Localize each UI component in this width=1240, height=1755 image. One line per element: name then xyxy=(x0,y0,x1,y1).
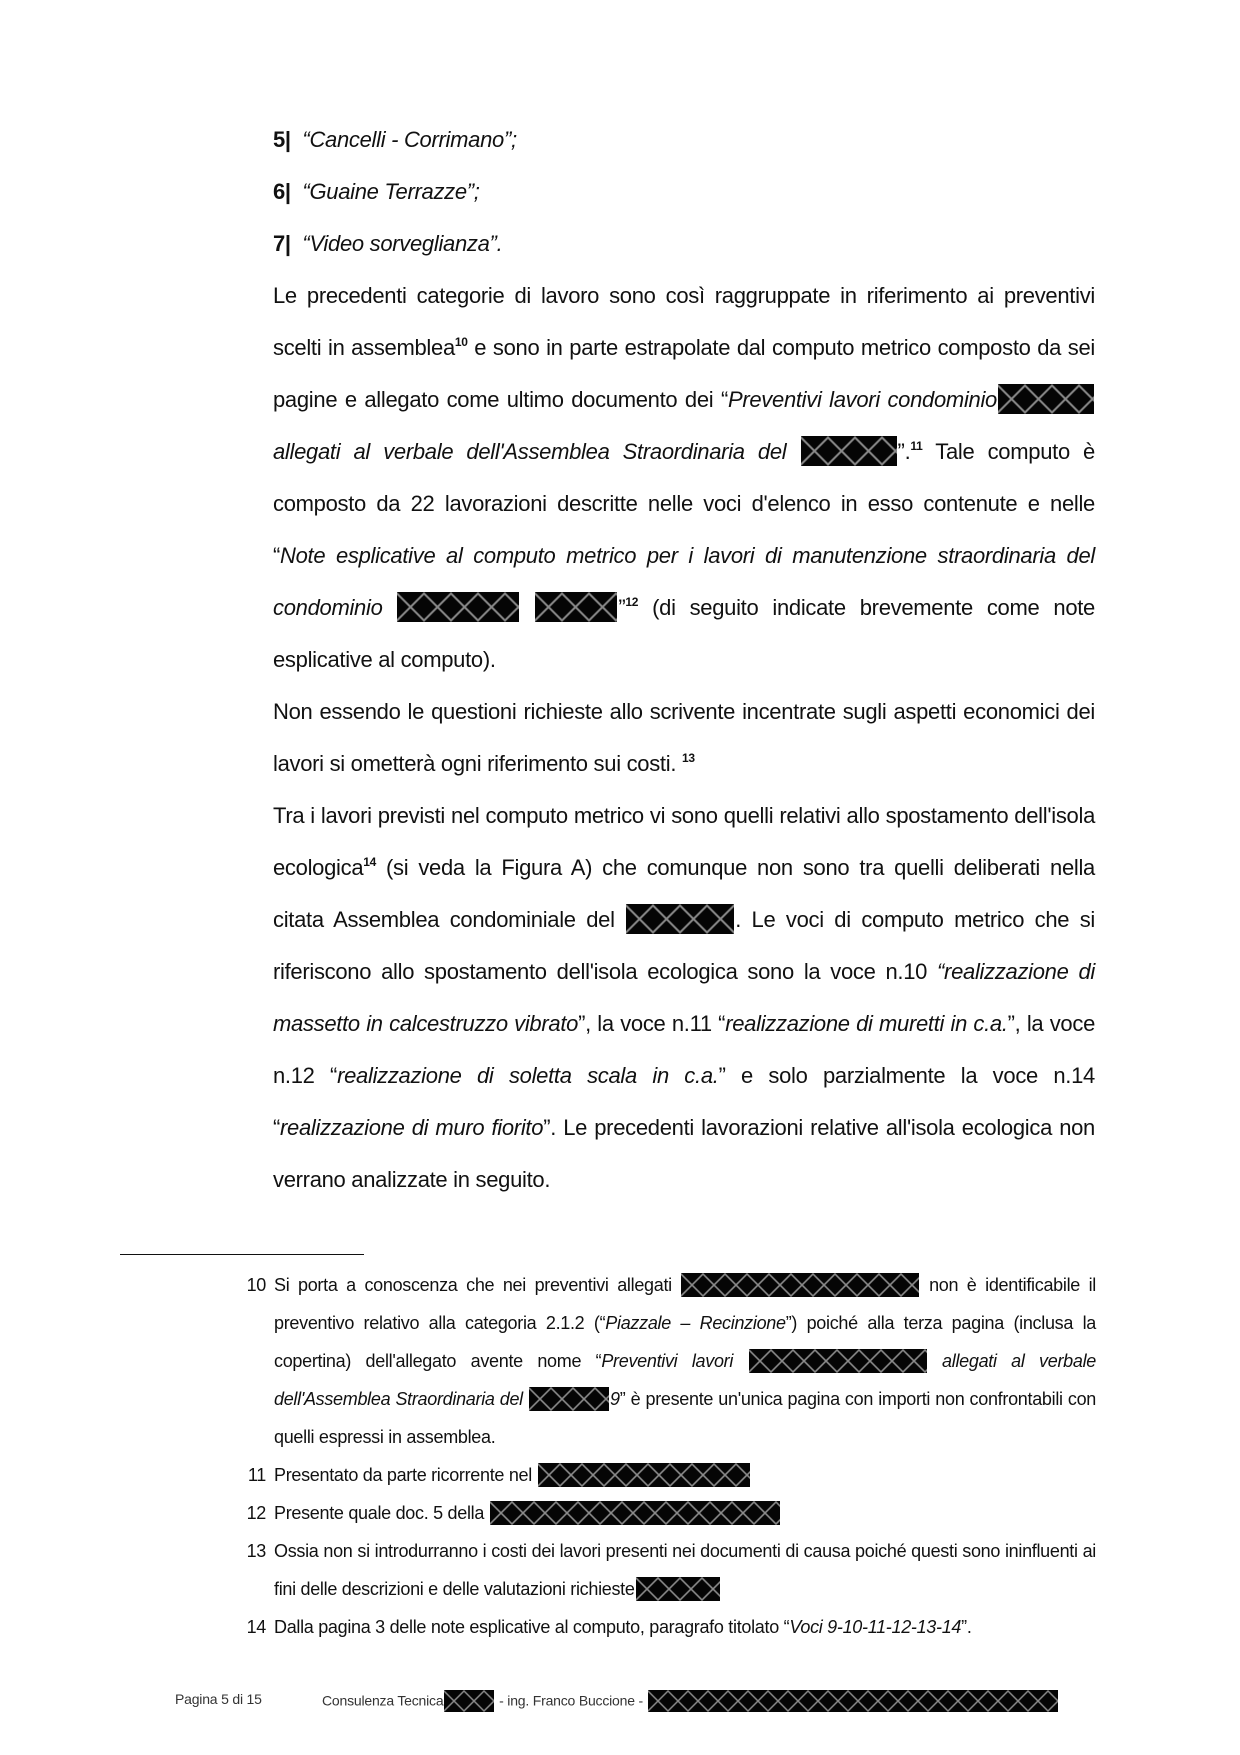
redaction xyxy=(648,1690,1058,1712)
footnote-ref: 14 xyxy=(363,855,377,869)
list-item: 5| “Cancelli - Corrimano”; xyxy=(273,127,517,152)
footnotes xyxy=(236,1266,1096,1646)
redaction xyxy=(626,904,734,934)
paragraph-costs: Non essendo le questioni richieste allo scrivente incentrate sugli aspetti economici dei lavori si ometterà ogni riferimento sui costi. $^{13}$ xyxy=(273,699,1095,776)
redaction xyxy=(681,1273,919,1297)
footnote-10: 10 Si porta a conoscenza che nei preventivi allegati non è identificabile il preventivo relativo alla categoria 2.1.2 (“Piazzale – Recinzione”) poiché alla terza pagina (inclusa la copertina) dell'allegato avente nome “Preventivi lavori allegati al verbale dell'Assemblea Straordinaria del 9” è presente un'unica pagina con importi non confrontabili con quelli espressi in assemblea. xyxy=(246,1275,1096,1447)
footnote-14: 14 Dalla pagina 3 delle note esplicative al computo, paragrafo titolato “Voci 9-10-11-12-13-14”. xyxy=(246,1617,972,1637)
redaction xyxy=(529,1387,609,1411)
redaction xyxy=(801,436,897,466)
list-item: 6| “Guaine Terrazze”; xyxy=(273,179,480,204)
footnote-13: 13 Ossia non si introdurranno i costi dei lavori presenti nei documenti di causa poiché questi sono ininfluenti ai fini delle descrizioni e delle valutazioni richieste xyxy=(236,1532,1096,1608)
footnote-ref: 12 xyxy=(625,595,639,609)
redaction xyxy=(538,1463,750,1487)
main-body xyxy=(273,114,1095,1206)
footnote-12: 12 Presente quale doc. 5 della xyxy=(236,1494,1096,1532)
footer-credits: Consulenza Tecnica - ing. Franco Buccione - xyxy=(322,1691,1059,1713)
footnote-11: 11 Presentato da parte ricorrente nel xyxy=(236,1456,1096,1494)
page-number: Pagina 5 di 15 xyxy=(175,1691,262,1707)
paragraph-categories: Le precedenti categorie di lavoro sono così raggruppate in riferimento ai preventivi scelti in assemblea$^{10}$ e sono in parte estrapolate dal computo metrico composto da sei pagine e allegato come ultimo documento dei “Preventivi lavori condominio allegati al verbale dell'Assemblea Straordinaria del ”.$^{11}$ Tale computo è composto da 22 lavorazioni descritte nelle voci d'elenco in esso contenute e nelle “Note esplicative al computo metrico per i lavori di manutenzione straordinaria del condominio ”$^{12}$ (di seguito indicate brevemente come note esplicative al computo). xyxy=(273,283,1095,672)
redaction xyxy=(998,384,1094,414)
footnote-ref: 11 xyxy=(910,439,923,453)
footnote-ref: 10 xyxy=(454,335,468,349)
paragraph-eco-island: Tra i lavori previsti nel computo metrico vi sono quelli relativi allo spostamento dell'isola ecologica$^{14}$ (si veda la Figura A) che comunque non sono tra quelli deliberati nella citata Assemblea condominiale del . Le voci di computo metrico che si riferiscono allo spostamento dell'isola ecologica sono la voce n.10 “realizzazione di massetto in calcestruzzo vibrato”, la voce n.11 “realizzazione di muretti in c.a.”, la voce n.12 “realizzazione di soletta scala in c.a.” e solo parzialmente la voce n.14 “realizzazione di muro fiorito”. Le precedenti lavorazioni relative all'isola ecologica non verrano analizzate in seguito. xyxy=(273,803,1096,1192)
page-footer xyxy=(0,1686,1240,1716)
footnote-separator xyxy=(120,1254,364,1255)
redaction xyxy=(636,1577,720,1601)
list-item: 7| “Video sorveglianza”. xyxy=(273,231,503,256)
redaction xyxy=(490,1501,780,1525)
footnote-ref: 13 xyxy=(681,751,695,765)
redaction xyxy=(397,592,519,622)
redaction xyxy=(535,592,617,622)
redaction xyxy=(444,1690,494,1712)
redaction xyxy=(749,1349,927,1373)
